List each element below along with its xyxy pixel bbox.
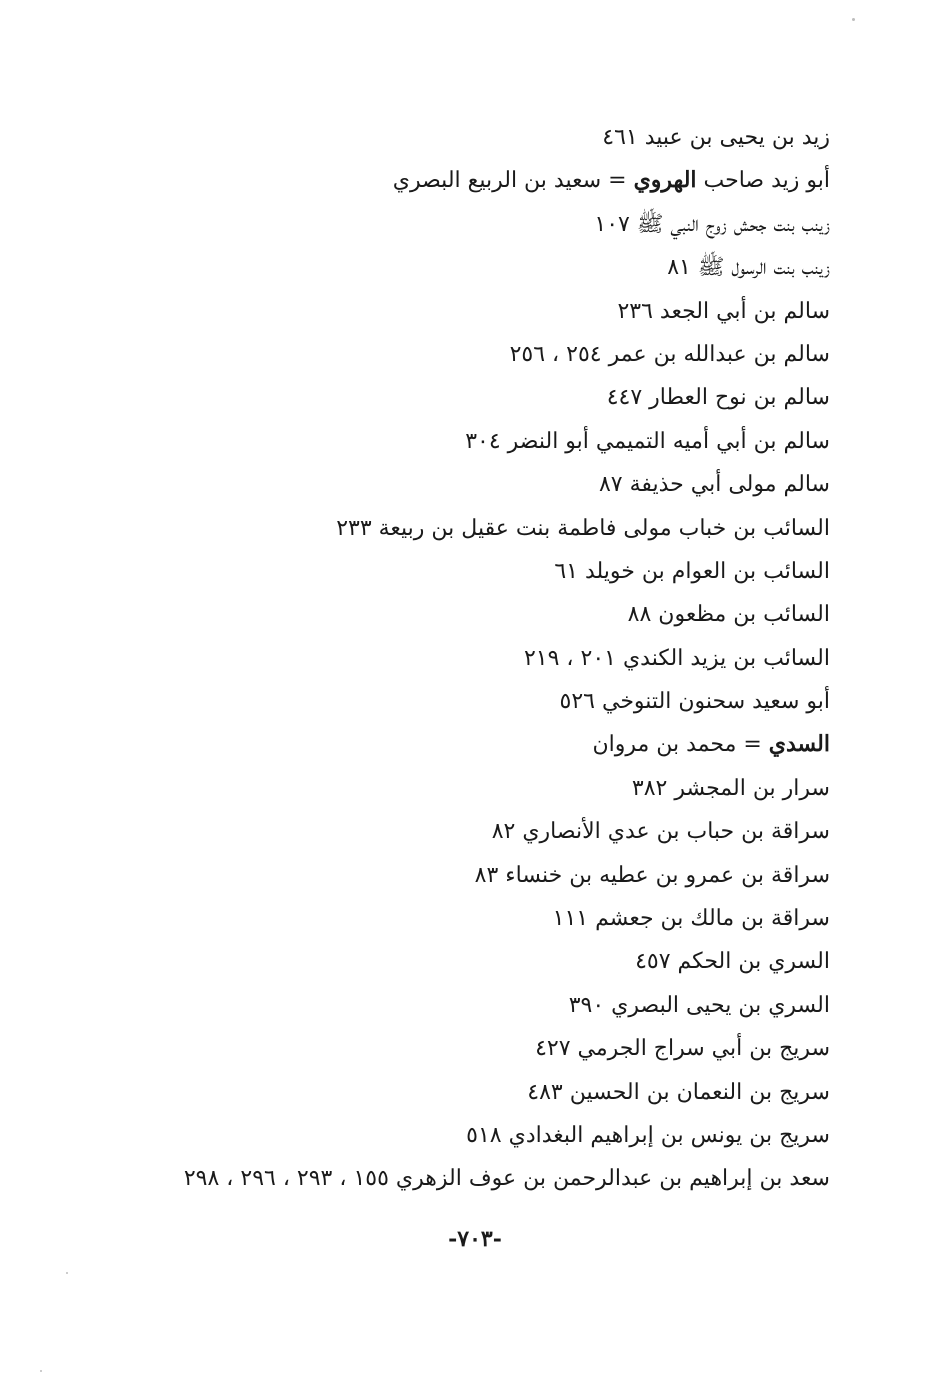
index-entry — [130, 333, 830, 376]
index-entry-text: سراقة بن عمرو بن عطيه بن خنساء ٨٣ — [474, 862, 830, 888]
index-entry-text: سالم بن نوح العطار ٤٤٧ — [606, 385, 830, 411]
index-entry-text: السري بن الحكم ٤٥٧ — [635, 949, 830, 975]
index-entry — [130, 810, 830, 853]
index-entry-text: = محمد بن مروان — [592, 732, 769, 758]
index-entry — [130, 984, 830, 1027]
index-entry — [130, 420, 830, 463]
scan-speck — [852, 18, 855, 21]
index-entry-bold-name: الهروي — [633, 167, 697, 194]
index-entry — [130, 550, 830, 593]
index-entry-text: زينب بنت الرسول ﷺ ٨١ — [667, 255, 830, 281]
index-entry-text: سالم مولى أبي حذيفة ٨٧ — [598, 472, 830, 498]
index-entry — [130, 593, 830, 636]
index-entry — [130, 680, 830, 723]
page-number: -٧٠٣- — [448, 1226, 502, 1252]
index-entry — [130, 1071, 830, 1114]
index-entry — [130, 116, 830, 159]
index-entry-text: سالم بن أبي الجعد ٢٣٦ — [617, 298, 830, 324]
index-entry — [130, 159, 830, 202]
index-entry — [130, 463, 830, 506]
index-entry-text: سريج بن النعمان بن الحسين ٤٨٣ — [527, 1079, 830, 1105]
index-entry — [130, 507, 830, 550]
index-entry-text: = سعيد بن الربيع البصري — [392, 168, 634, 194]
scan-speck — [40, 1370, 42, 1372]
index-entry-text: سعد بن إبراهيم بن عبدالرحمن بن عوف الزهري ١٥٥ ، ٢٩٣ ، ٢٩٦ ، ٢٩٨ — [183, 1166, 830, 1192]
index-entry-text: سراقة بن حباب بن عدي الأنصاري ٨٢ — [491, 819, 830, 845]
index-entry-text: زينب بنت جحش زوج النبي ﷺ ١٠٧ — [594, 211, 830, 237]
index-entry-text: أبو زيد صاحب — [696, 168, 830, 194]
index-entry — [130, 637, 830, 680]
index-entry-text: السائب بن يزيد الكندي ٢٠١ ، ٢١٩ — [523, 645, 830, 671]
index-entry-text: سراقة بن مالك بن جعشم ١١١ — [552, 906, 830, 932]
index-entry — [130, 767, 830, 810]
index-entry-text: السري بن يحيى البصري ٣٩٠ — [568, 992, 830, 1018]
index-entry — [130, 897, 830, 940]
index-entry — [130, 376, 830, 419]
index-entry-text: سريج بن أبي سراج الجرمي ٤٢٧ — [535, 1036, 830, 1062]
index-entry-text: أبو سعيد سحنون التنوخي ٥٢٦ — [559, 689, 830, 715]
index-entry-text: السائب بن العوام بن خويلد ٦١ — [554, 558, 830, 584]
index-entry-text: سريج بن يونس بن إبراهيم البغدادي ٥١٨ — [466, 1122, 830, 1148]
index-entry — [130, 854, 830, 897]
index-entry-text: سرار بن المجشر ٣٨٢ — [631, 775, 830, 801]
index-entry — [130, 1114, 830, 1157]
name-index-list — [130, 116, 830, 1201]
index-entry-text: السائب بن مظعون ٨٨ — [627, 602, 830, 628]
index-entry — [130, 290, 830, 333]
scan-speck — [66, 1272, 68, 1274]
index-entry-text: سالم بن أبي أميه التميمي أبو النضر ٣٠٤ — [465, 428, 830, 454]
index-entry-bold-name: السدي — [768, 731, 830, 758]
index-entry — [130, 723, 830, 766]
index-entry-text: سالم بن عبدالله بن عمر ٢٥٤ ، ٢٥٦ — [509, 341, 830, 367]
index-entry — [130, 1027, 830, 1070]
index-entry — [130, 203, 830, 246]
index-entry — [130, 1157, 830, 1200]
index-entry-text: زيد بن يحيى بن عبيد ٤٦١ — [602, 125, 830, 150]
index-entry — [130, 940, 830, 983]
index-entry-text: السائب بن خباب مولى فاطمة بنت عقيل بن ربيعة ٢٣٣ — [336, 515, 830, 541]
index-entry — [130, 246, 830, 289]
